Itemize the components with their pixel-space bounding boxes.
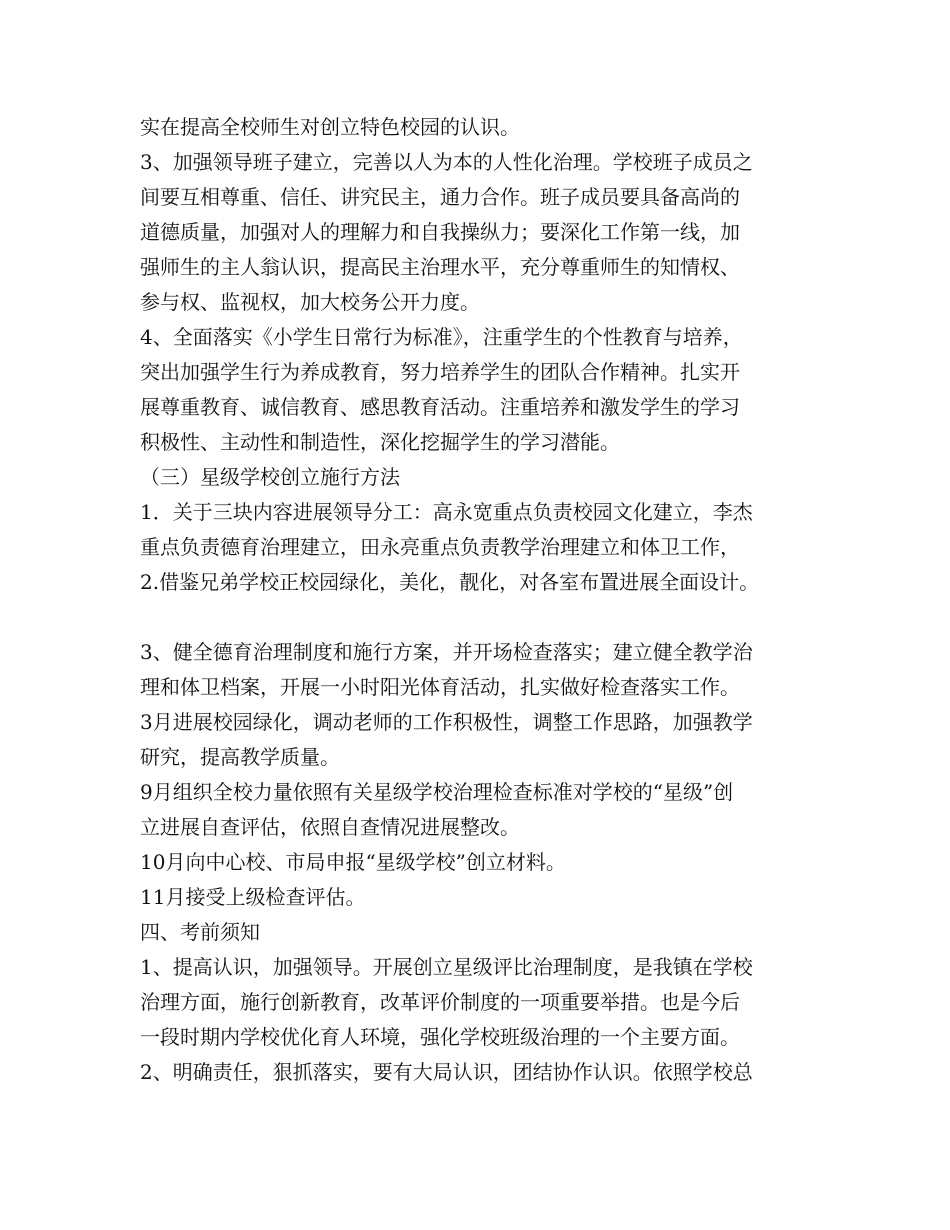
text-line: 3月进展校园绿化，调动老师的工作积极性，调整工作思路，加强教学	[140, 710, 753, 734]
text-line: 突出加强学生行为养成教育，努力培养学生的团队合作精神。扎实开	[140, 360, 740, 384]
text-line: 间要互相尊重、信任、讲究民主，通力合作。班子成员要具备高尚的	[140, 185, 740, 209]
text-line: 3、加强领导班子建立，完善以人为本的人性化治理。学校班子成员之	[140, 150, 753, 174]
text-line: 立进展自查评估，依照自查情况进展整改。	[140, 815, 520, 839]
text-line: 重点负责德育治理建立，田永亮重点负责教学治理建立和体卫工作，	[140, 535, 740, 559]
blank-line	[140, 600, 840, 635]
text-line: 1．关于三块内容进展领导分工：高永宽重点负责校园文化建立，李杰	[140, 500, 753, 524]
text-line: 2、明确责任，狠抓落实，要有大局认识，团结协作认识。依照学校总	[140, 1060, 753, 1084]
text-line: 积极性、主动性和制造性，深化挖掘学生的学习潜能。	[140, 430, 620, 454]
text-line: 9月组织全校力量依照有关星级学校治理检查标准对学校的“星级”创	[140, 780, 734, 804]
text-line: 4、全面落实《小学生日常行为标准》，注重学生的个性教育与培养，	[140, 325, 743, 349]
text-line: 10月向中心校、市局申报“星级学校”创立材料。	[140, 850, 566, 874]
text-line: 治理方面，施行创新教育，改革评价制度的一项重要举措。也是今后	[140, 990, 740, 1014]
text-line: 强师生的主人翁认识，提高民主治理水平，充分尊重师生的知情权、	[140, 255, 740, 279]
text-line: 研究，提高教学质量。	[140, 745, 340, 769]
text-line: 3、健全德育治理制度和施行方案，并开场检查落实；建立健全教学治	[140, 640, 753, 664]
text-line: 实在提高全校师生对创立特色校园的认识。	[140, 115, 520, 139]
text-line: 11月接受上级检查评估。	[140, 885, 366, 909]
text-line: 参与权、监视权，加大校务公开力度。	[140, 290, 480, 314]
text-line: 一段时期内学校优化育人环境，强化学校班级治理的一个主要方面。	[140, 1025, 740, 1049]
section-heading: 四、考前须知	[140, 920, 260, 944]
document-body	[140, 110, 840, 1090]
text-line: 理和体卫档案，开展一小时阳光体育活动，扎实做好检查落实工作。	[140, 675, 740, 699]
section-heading: （三）星级学校创立施行方法	[140, 465, 400, 489]
text-line: 展尊重教育、诚信教育、感思教育活动。注重培养和激发学生的学习	[140, 395, 740, 419]
text-line: 道德质量，加强对人的理解力和自我操纵力；要深化工作第一线，加	[140, 220, 740, 244]
text-line: 2.借鉴兄弟学校正校园绿化，美化，靓化，对各室布置进展全面设计。	[140, 570, 760, 594]
text-line: 1、提高认识，加强领导。开展创立星级评比治理制度，是我镇在学校	[140, 955, 753, 979]
